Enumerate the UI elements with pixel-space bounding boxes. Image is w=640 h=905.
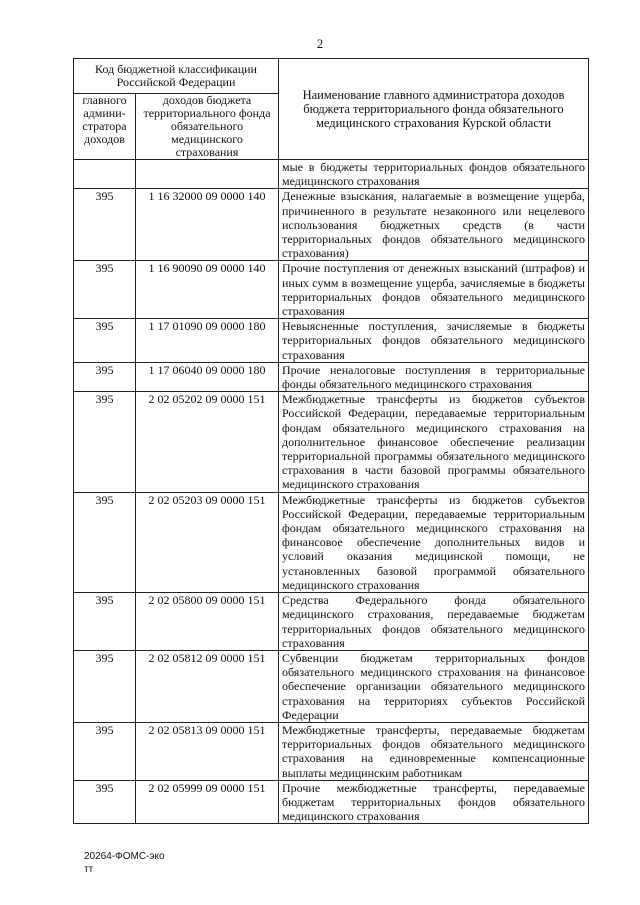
row-admin-code: 395 [74, 780, 136, 824]
budget-classification-table [73, 58, 589, 824]
header-col-name: Наименование главного администратора доходов бюджета территориального фонда обязательного медицинского страхования Курской области [279, 59, 589, 160]
table-row [74, 261, 589, 319]
row-income-code: 1 17 01090 09 0000 180 [136, 319, 279, 363]
footer [84, 850, 165, 876]
row-income-code: 2 02 05202 09 0000 151 [136, 392, 279, 492]
header-group-title: Код бюджетной классификации Российской Федерации [74, 59, 279, 94]
row-admin-code: 395 [74, 392, 136, 492]
row-income-code: 2 02 05203 09 0000 151 [136, 492, 279, 592]
continuation-text: мые в бюджеты территориальных фондов обязательного медицинского страхования [279, 160, 589, 189]
row-name: Прочие неналоговые поступления в территориальные фонды обязательного медицинского страхования [279, 362, 589, 391]
table-row [74, 319, 589, 363]
row-income-code: 2 02 05813 09 0000 151 [136, 722, 279, 780]
row-income-code: 2 02 05812 09 0000 151 [136, 650, 279, 722]
table-row [74, 780, 589, 824]
footer-initials: тт [84, 864, 94, 875]
row-name: Межбюджетные трансферты из бюджетов субъектов Российской Федерации, передаваемые территориальным фондам обязательного медицинского страхования на финансовое обеспечение дополнительных видов и условий оказания медицинской помощи, не установленных базовой программой обязательного медицинского страхования [279, 492, 589, 592]
row-income-code: 1 16 90090 09 0000 140 [136, 261, 279, 319]
continuation-row [74, 160, 589, 189]
row-income-code: 2 02 05999 09 0000 151 [136, 780, 279, 824]
table-row [74, 189, 589, 261]
table-row [74, 362, 589, 391]
row-name: Межбюджетные трансферты из бюджетов субъектов Российской Федерации, передаваемые территориальным фондам обязательного медицинского страхования на дополнительное финансовое обеспечение реализации территориальной программы обязательного медицинского страхования в части базовой программы обязательного медицинского страхования [279, 392, 589, 492]
row-name: Прочие поступления от денежных взысканий (штрафов) и иных сумм в возмещение ущерба, зачисляемые в бюджеты территориальных фондов обязательного медицинского страхования [279, 261, 589, 319]
header-col-income: доходов бюджета территориального фонда обязательного медицинского страхования [136, 94, 279, 160]
row-income-code: 1 17 06040 09 0000 180 [136, 362, 279, 391]
table-row [74, 593, 589, 651]
row-name: Средства Федерального фонда обязательного медицинского страхования, передаваемые бюджетам территориальных фондов обязательного медицинского страхования [279, 593, 589, 651]
row-admin-code: 395 [74, 722, 136, 780]
table-row [74, 492, 589, 592]
row-admin-code: 395 [74, 593, 136, 651]
table-row [74, 392, 589, 492]
row-name: Межбюджетные трансферты, передаваемые бюджетам территориальных фондов обязательного медицинского страхования на единовременные компенсационные выплаты медицинским работникам [279, 722, 589, 780]
row-admin-code: 395 [74, 362, 136, 391]
footer-doc-code: 20264-ФОМС-эко [84, 851, 165, 862]
header-col-admin: главного админи-стратора доходов [74, 94, 136, 160]
row-admin-code: 395 [74, 189, 136, 261]
page-number: 2 [316, 36, 324, 51]
row-income-code: 1 16 32000 09 0000 140 [136, 189, 279, 261]
row-income-code: 2 02 05800 09 0000 151 [136, 593, 279, 651]
row-name: Денежные взыскания, налагаемые в возмещение ущерба, причиненного в результате незаконного или нецелевого использования бюджетных средств (в части территориальных фондов обязательного медицинского страхования) [279, 189, 589, 261]
row-name: Субвенции бюджетам территориальных фондов обязательного медицинского страхования на финансовое обеспечение организации обязательного медицинского страхования на территориях субъектов Российской Федерации [279, 650, 589, 722]
row-admin-code: 395 [74, 650, 136, 722]
row-admin-code: 395 [74, 319, 136, 363]
table-row [74, 722, 589, 780]
row-admin-code: 395 [74, 261, 136, 319]
row-admin-code: 395 [74, 492, 136, 592]
table-row [74, 650, 589, 722]
row-name: Прочие межбюджетные трансферты, передаваемые бюджетам территориальных фондов обязательного медицинского страхования [279, 780, 589, 824]
row-name: Невыясненные поступления, зачисляемые в бюджеты территориальных фондов обязательного медицинского страхования [279, 319, 589, 363]
